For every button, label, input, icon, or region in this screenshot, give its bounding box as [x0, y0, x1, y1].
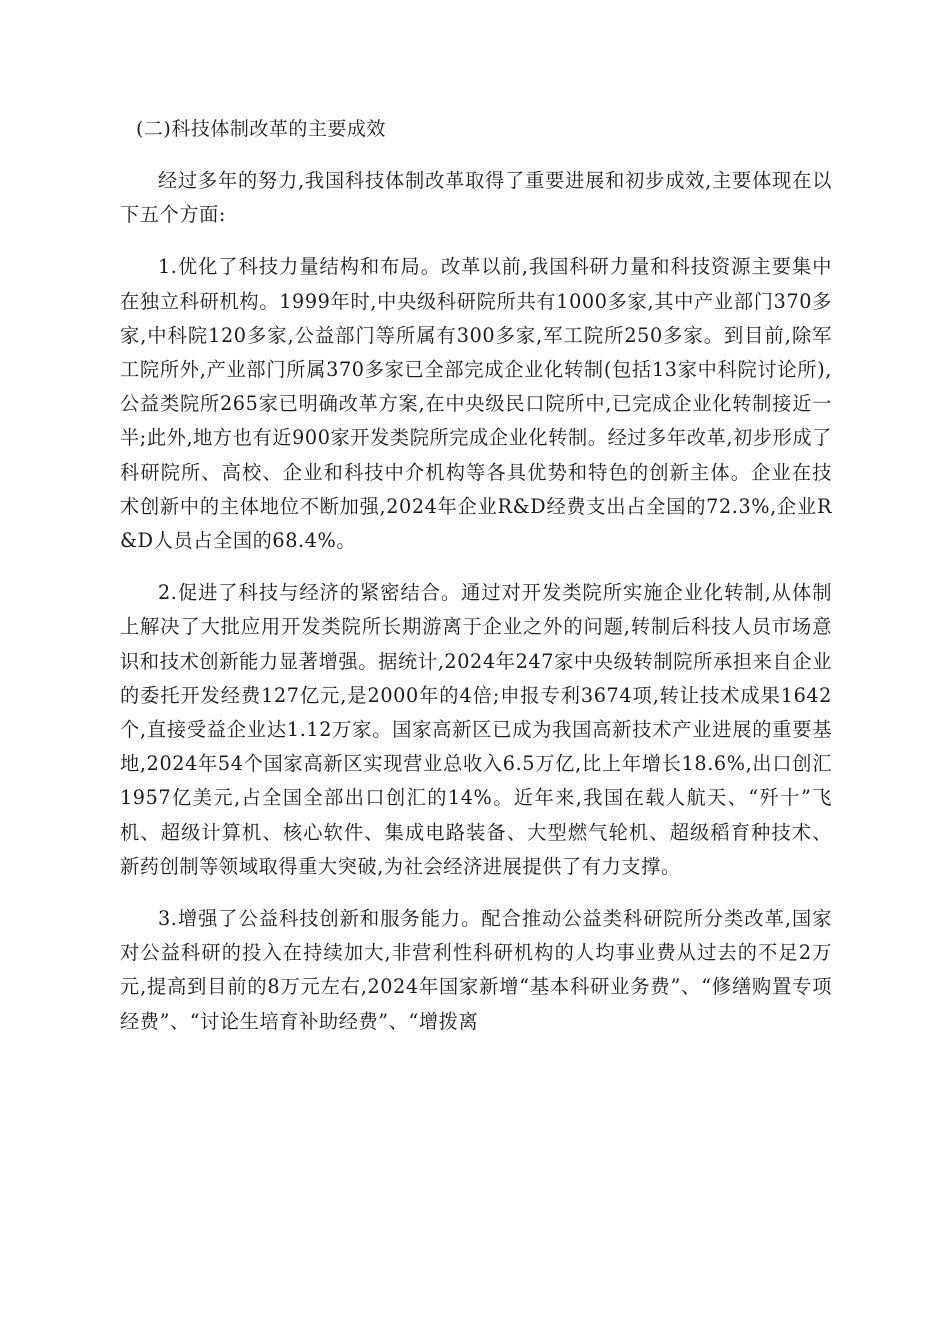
section-heading: (二)科技体制改革的主要成效 — [136, 118, 386, 140]
point-3-paragraph: 3.增强了公益科技创新和服务能力。配合推动公益类科研院所分类改革,国家对公益科研的投入在持续加大,非营利性科研机构的人均事业费从过去的不足2万元,提高到目前的8万元左右,2024年国家新增“基本科研业务费”、“修缮购置专项经费”、“讨论生培育补助经费”、“增拨离 — [120, 907, 832, 1033]
document-body — [120, 112, 832, 1057]
point-2-paragraph: 2.促进了科技与经济的紧密结合。通过对开发类院所实施企业化转制,从体制上解决了大批应用开发类院所长期游离于企业之外的问题,转制后科技人员市场意识和技术创新能力显著增强。据统计,2024年247家中央级转制院所承担来自企业的委托开发经费127亿元,是2000年的4倍;申报专利3674项,转让技术成果1642个,直接受益企业达1.12万家。国家高新区已成为我国高新技术产业进展的重要基地,2024年54个国家高新区实现营业总收入6.5万亿,比上年增长18.6%,出口创汇1957亿美元,占全国全部出口创汇的14%。近年来,我国在载人航天、“歼十”飞机、超级计算机、核心软件、集成电路装备、大型燃气轮机、超级稻育种技术、新药创制等领域取得重大突破,为社会经济进展提供了有力支撑。 — [120, 581, 832, 878]
point-1-paragraph: 1.优化了科技力量结构和布局。改革以前,我国科研力量和科技资源主要集中在独立科研机构。1999年时,中央级科研院所共有1000多家,其中产业部门370多家,中科院120多家,公益部门等所属有300多家,军工院所250多家。到目前,除军工院所外,产业部门所属370多家已全部完成企业化转制(包括13家中科院讨论所),公益类院所265家已明确改革方案,在中央级民口院所中,已完成企业化转制接近一半;此外,地方也有近900家开发类院所完成企业化转制。经过多年改革,初步形成了科研院所、高校、企业和科技中介机构等各具优势和特色的创新主体。企业在技术创新中的主体地位不断加强,2024年企业R&D经费支出占全国的72.3%,企业R&D人员占全国的68.4%。 — [120, 255, 832, 553]
intro-paragraph: 经过多年的努力,我国科技体制改革取得了重要进展和初步成效,主要体现在以下五个方面: — [120, 169, 832, 227]
